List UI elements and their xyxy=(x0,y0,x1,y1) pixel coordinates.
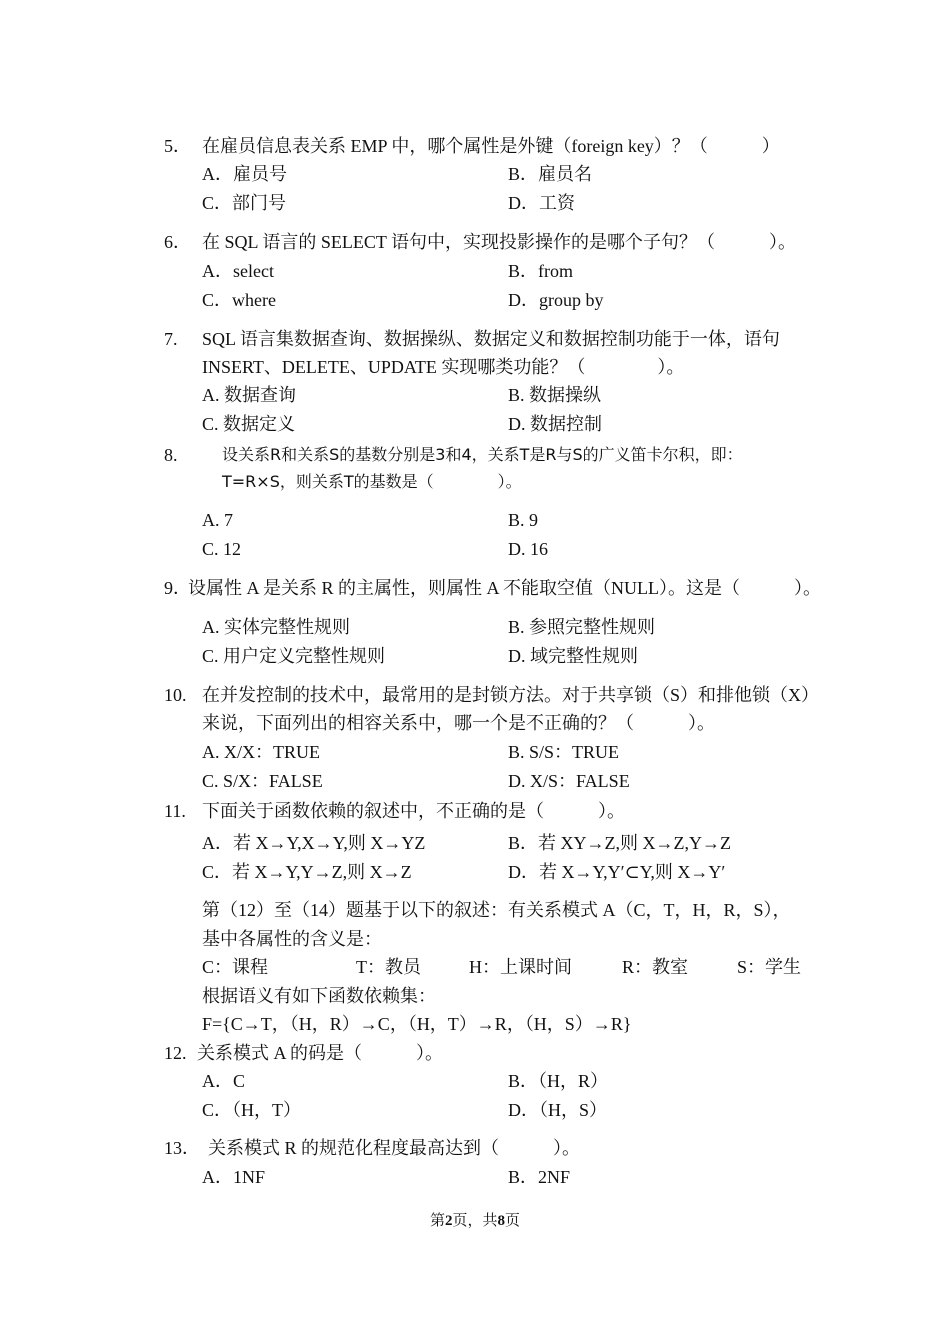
footer-page-number: 2 xyxy=(444,1213,453,1229)
question-7-number: 7. xyxy=(164,329,178,349)
question-5-number: 5． xyxy=(164,136,191,156)
question-9-option-b: B. 参照完整性规则 xyxy=(508,617,656,637)
question-8-option-c: C. 12 xyxy=(202,539,242,559)
question-10-option-d: D. X/S：FALSE xyxy=(508,771,630,791)
question-5-option-d: D．工资 xyxy=(508,193,575,213)
question-12-option-b: B．（H，R） xyxy=(508,1071,609,1091)
footer-prefix: 第 xyxy=(429,1213,445,1229)
question-8-number: 8. xyxy=(164,445,178,465)
context-attr-h: H：上课时间 xyxy=(469,957,572,977)
question-9-option-c: C. 用户定义完整性规则 xyxy=(202,646,386,666)
question-11-option-c: C．若 X→Y,Y→Z,则 X→Z xyxy=(202,862,412,882)
question-8-stem-line1: 设关系R和关系S的基数分别是3和4，关系T是R与S的广义笛卡尔积，即： xyxy=(222,445,743,464)
context-attr-t: T：教员 xyxy=(356,957,421,977)
question-11-option-d: D．若 X→Y,Y′⊂Y,则 X→Y′ xyxy=(508,862,726,882)
question-10-number: 10. xyxy=(164,685,187,705)
question-10-option-b: B. S/S：TRUE xyxy=(508,742,620,762)
question-9-number: 9． xyxy=(164,578,191,598)
question-8-option-a: A. 7 xyxy=(202,510,233,530)
question-13-stem: 关系模式 R 的规范化程度最高达到（ ）。 xyxy=(208,1138,581,1158)
question-5-option-c: C．部门号 xyxy=(202,193,287,213)
question-10-stem-line2: 来说，下面列出的相容关系中，哪一个是不正确的？（ ）。 xyxy=(202,713,715,733)
question-12-stem: 关系模式 A 的码是（ ）。 xyxy=(197,1043,444,1063)
question-7-option-a: A. 数据查询 xyxy=(202,385,296,405)
context-attr-heading: 基中各属性的含义是： xyxy=(202,929,382,949)
context-intro: 第（12）至（14）题基于以下的叙述：有关系模式 A（C，T，H，R，S）， xyxy=(202,900,791,920)
question-9-option-a: A. 实体完整性规则 xyxy=(202,617,350,637)
question-8-option-d: D. 16 xyxy=(508,539,548,559)
context-fd-set: F={C→T，（H，R）→C，（H，T）→R，（H，S）→R} xyxy=(202,1014,632,1034)
question-5-option-b: B．雇员名 xyxy=(508,164,593,184)
question-8-option-b: B. 9 xyxy=(508,510,539,530)
question-6-option-a: A．select xyxy=(202,261,274,281)
context-attr-s: S：学生 xyxy=(737,957,802,977)
question-13-option-b: B．2NF xyxy=(508,1167,571,1187)
footer-total-pages: 8 xyxy=(497,1213,505,1229)
context-attr-c: C：课程 xyxy=(202,957,269,977)
question-13-number: 13． xyxy=(164,1138,200,1158)
question-6-option-c: C．where xyxy=(202,290,276,310)
question-12-number: 12. xyxy=(164,1043,187,1063)
footer-suffix: 页 xyxy=(505,1213,521,1229)
question-9-option-d: D. 域完整性规则 xyxy=(508,646,638,666)
question-6-number: 6． xyxy=(164,232,191,252)
question-10-stem-line1: 在并发控制的技术中，最常用的是封锁方法。对于共享锁（S）和排他锁（X） xyxy=(202,685,820,705)
question-6-option-b: B．from xyxy=(508,261,573,281)
question-8-stem-line2: T=R×S，则关系T的基数是（ ）。 xyxy=(222,472,522,491)
question-6-stem: 在 SQL 语言的 SELECT 语句中，实现投影操作的是哪个子句？（ ）。 xyxy=(202,232,797,252)
context-fd-heading: 根据语义有如下函数依赖集： xyxy=(202,986,436,1006)
question-10-option-a: A. X/X：TRUE xyxy=(202,742,320,762)
question-12-option-c: C．（H，T） xyxy=(202,1100,301,1120)
question-7-stem-line2: INSERT、DELETE、UPDATE 实现哪类功能？（ ）。 xyxy=(202,357,685,377)
question-11-number: 11. xyxy=(164,801,186,821)
question-11-option-b: B．若 XY→Z,则 X→Z,Y→Z xyxy=(508,833,731,853)
question-11-option-a: A．若 X→Y,X→Y,则 X→YZ xyxy=(202,833,426,853)
question-10-option-c: C. S/X：FALSE xyxy=(202,771,323,791)
question-12-option-d: D．（H，S） xyxy=(508,1100,608,1120)
question-7-option-c: C. 数据定义 xyxy=(202,414,296,434)
question-5-option-a: A．雇员号 xyxy=(202,164,287,184)
question-7-stem-line1: SQL 语言集数据查询、数据操纵、数据定义和数据控制功能于一体，语句 xyxy=(202,329,780,349)
question-6-option-d: D．group by xyxy=(508,290,604,310)
question-5-stem: 在雇员信息表关系 EMP 中，哪个属性是外键（foreign key）？（ ） xyxy=(202,136,780,156)
context-attr-r: R：教室 xyxy=(622,957,689,977)
page-footer xyxy=(0,1211,950,1231)
question-13-option-a: A．1NF xyxy=(202,1167,266,1187)
question-9-stem: 设属性 A 是关系 R 的主属性，则属性 A 不能取空值（NULL）。这是（ ）。 xyxy=(188,578,822,598)
question-11-stem: 下面关于函数依赖的叙述中，不正确的是（ ）。 xyxy=(202,801,625,821)
question-7-option-b: B. 数据操纵 xyxy=(508,385,602,405)
question-12-option-a: A．C xyxy=(202,1071,246,1091)
question-7-option-d: D. 数据控制 xyxy=(508,414,602,434)
footer-middle: 页，共 xyxy=(452,1213,498,1229)
